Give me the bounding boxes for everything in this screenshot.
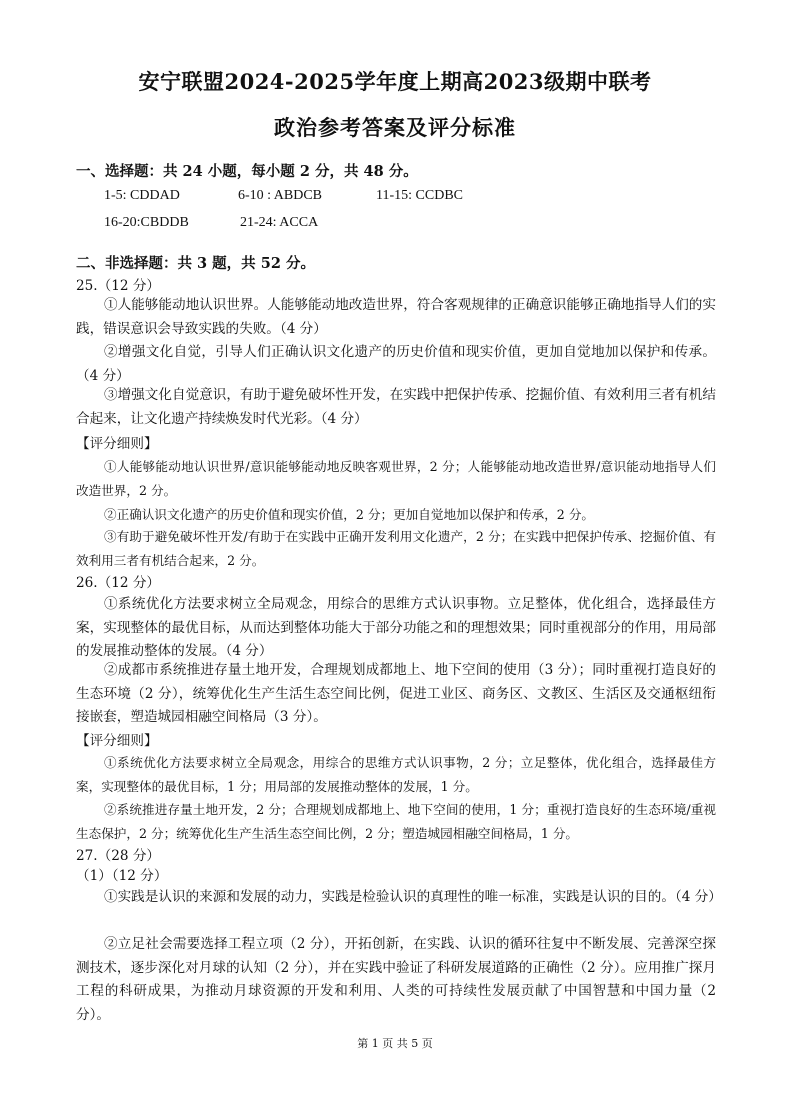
answer-group-1: 1-5: CDDAD <box>104 188 180 203</box>
document-subtitle: 政治参考答案及评分标准 <box>274 115 516 140</box>
q26-label: 26.（12 分） <box>76 575 161 591</box>
answer-group-2: 6-10 : ABDCB <box>238 188 323 203</box>
q25-rubric-label: 【评分细则】 <box>76 436 158 452</box>
q25-answer-2: ②增强文化自觉，引导人们正确认识文化遗产的历史价值和现实价值，更加自觉地加以保护和传承。（4 分） <box>76 344 716 384</box>
answer-group-3: 11-15: CCDBC <box>376 188 463 203</box>
page-number: 第 1 页 共 5 页 <box>357 1037 433 1050</box>
q27-answer-1: ①实践是认识的来源和发展的动力，实践是检验认识的真理性的唯一标准，实践是认识的目的。（4 分） <box>104 889 722 905</box>
q25-rubric-1: ①人能够能动地认识世界/意识能够能动地反映客观世界，2 分；人能够能动地改造世界/意识能动地指导人们改造世界，2 分。 <box>76 459 716 498</box>
q26-rubric-2: ②系统推进存量土地开发，2 分；合理规划成都地上、地下空间的使用，1 分；重视打造良好的生态环境/重视生态保护，2 分；统筹优化生产生活生态空间比例，2 分；塑造城园相融空间格局，1 分。 <box>76 802 716 841</box>
answer-group-5: 21-24: ACCA <box>240 215 319 230</box>
q25-label: 25.（12 分） <box>76 278 161 294</box>
q25-answer-3: ③增强文化自觉意识，有助于避免破坏性开发，在实践中把保护传承、挖掘价值、有效利用三者有机结合起来，让文化遗产持续焕发时代光彩。（4 分） <box>76 387 716 427</box>
q26-rubric-1: ①系统优化方法要求树立全局观念，用综合的思维方式认识事物，2 分；立足整体，优化组合，选择最佳方案，实现整体的最优目标，1 分；用局部的发展推动整体的发展，1 分。 <box>76 755 716 794</box>
q26-answer-2: ②成都市系统推进存量土地开发，合理规划成都地上、地下空间的使用（3 分）；同时重视打造良好的生态环境（2 分），统筹优化生产生活生态空间比例，促进工业区、商务区、文教区、生活区及交通枢纽衔接嵌套，塑造城园相融空间格局（3 分）。 <box>76 662 716 725</box>
q26-answer-1: ①系统优化方法要求树立全局观念，用综合的思维方式认识事物。立足整体，优化组合，选择最佳方案，实现整体的最优目标，从而达到整体功能大于部分功能之和的理想效果；同时重视部分的作用，用局部的发展推动整体的发展。（4 分） <box>76 596 716 659</box>
q26-rubric-label: 【评分细则】 <box>76 733 158 749</box>
q27-sub-label: （1）（12 分） <box>76 868 168 884</box>
q27-answer-2: ②立足社会需要选择工程立项（2 分），开拓创新，在实践、认识的循环往复中不断发展、完善深空探测技术，逐步深化对月球的认知（2 分），并在实践中验证了科研发展道路的正确性（2 分）。应用推广探月工程的科研成果，为推动月球资源的开发和利用、人类的可持续性发展贡献了中国智慧和中国力量（2 分）。 <box>76 936 716 1023</box>
q25-answer-1: ①人能够能动地认识世界。人能够能动地改造世界，符合客观规律的正确意识能够正确地指导人们的实践，错误意识会导致实践的失败。（4 分） <box>76 297 716 337</box>
section2-heading: 二、非选择题：共 3 题，共 52 分。 <box>76 255 315 272</box>
document-title: 安宁联盟2024-2025学年度上期高2023级期中联考 <box>138 69 652 94</box>
q25-rubric-2: ②正确认识文化遗产的历史价值和现实价值，2 分；更加自觉地加以保护和传承，2 分。 <box>104 507 595 522</box>
q27-label: 27.（28 分） <box>76 848 161 864</box>
q25-rubric-3: ③有助于避免破坏性开发/有助于在实践中正确开发利用文化遗产，2 分；在实践中把保护传承、挖掘价值、有效利用三者有机结合起来，2 分。 <box>76 529 716 568</box>
answer-group-4: 16-20:CBDDB <box>104 215 189 230</box>
section1-heading: 一、选择题：共 24 小题，每小题 2 分，共 48 分。 <box>76 163 418 180</box>
